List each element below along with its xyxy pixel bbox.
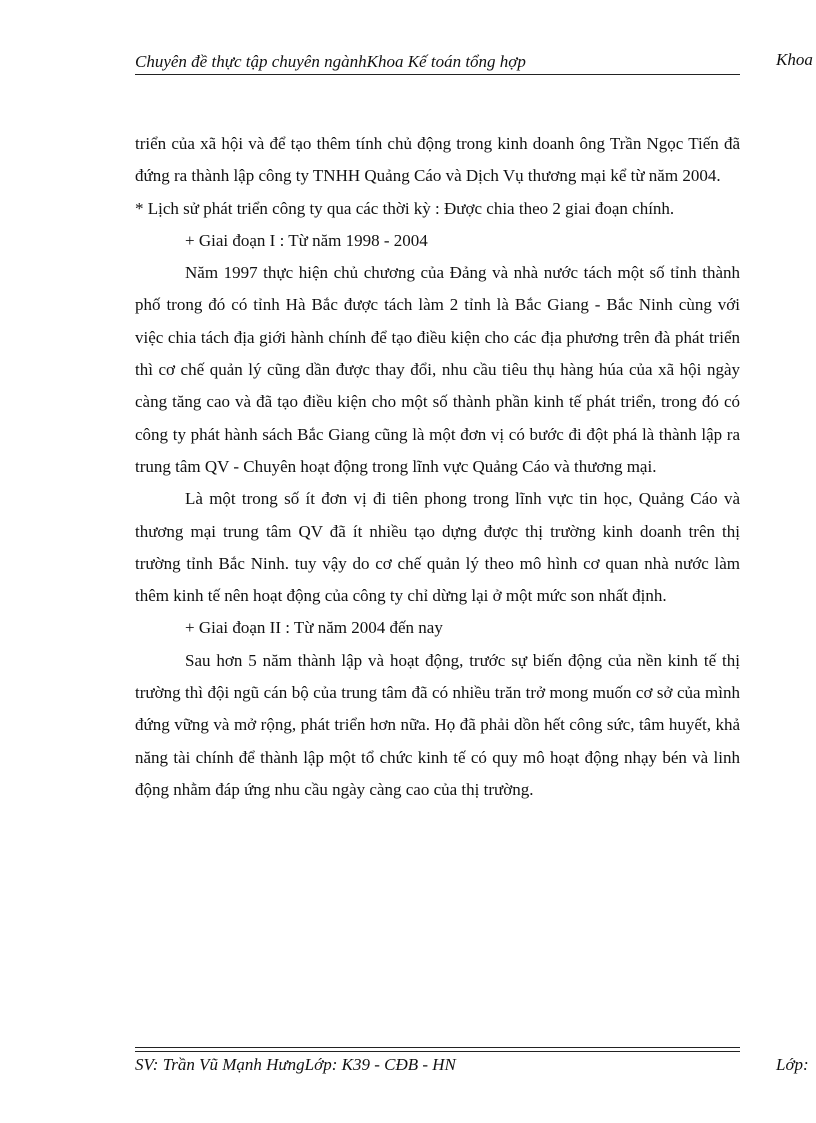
body-paragraph-4: Là một trong số ít đơn vị đi tiên phong trong lĩnh vực tin học, Quảng Cáo và thương mại trung tâm QV đã ít nhiều tạo dựng được thị trường kinh doanh trên thị trường tỉnh Bắc Ninh. tuy vậy do cơ chế quản lý theo mô hình cơ quan nhà nước làm thêm kinh tế nên hoạt động của công ty chỉ dừng lại ở một mức son nhất định. (135, 489, 740, 606)
footer-student-info: SV: Trần Vũ Mạnh HưngLớp: K39 - CĐB - HN (135, 1055, 456, 1074)
body-paragraph-2: * Lịch sử phát triển công ty qua các thời kỳ : Được chia theo 2 giai đoạn chính. (135, 198, 675, 218)
footer-right-text: Lớp: (776, 1055, 809, 1074)
page-header (135, 48, 740, 75)
body-paragraph-1: triển của xã hội và để tạo thêm tính chủ động trong kinh doanh ông Trần Ngọc Tiến đã đứng ra thành lập công ty TNHH Quảng Cáo và Dịch Vụ thương mại kể từ năm 2004. (135, 134, 740, 186)
body-paragraph-5: Sau hơn 5 năm thành lập và hoạt động, trước sự biến động của nền kinh tế thị trường thì đội ngũ cán bộ của trung tâm đã có nhiều trăn trở mong muốn cơ sở của mình đứng vững và mở rộng, phát triển hơn nữa. Họ đã phải dồn hết công sức, tâm huyết, khả năng tài chính để thành lập một tổ chức kinh tế có quy mô hoạt động nhạy bén và linh động nhằm đáp ứng nhu cầu ngày càng cao của thị trường. (135, 650, 740, 799)
body-paragraph-3: Năm 1997 thực hiện chủ chương của Đảng và nhà nước tách một số tỉnh thành phố trong đó có tỉnh Hà Bắc được tách làm 2 tỉnh là Bắc Giang - Bắc Ninh cùng với việc chia tách địa giới hành chính để tạo điều kiện cho các địa phương trên đà phát triển thì cơ chế quản lý cũng dần được thay đổi, nhu cầu tiêu thụ hàng húa của xã hội ngày càng tăng cao và đã tạo điều kiện cho một số thành phần kinh tế phát triển, trong đó có công ty phát hành sách Bắc Giang cũng là một đơn vị có bước đi đột phá là thành lập ra trung tâm QV - Chuyên hoạt động trong lĩnh vực Quảng Cáo và thương mại. (135, 263, 740, 476)
stage-2-heading: + Giai đoạn II : Từ năm 2004 đến nay (185, 618, 443, 638)
stage-1-heading: + Giai đoạn I : Từ năm 1998 - 2004 (185, 230, 428, 250)
page-body (135, 128, 740, 806)
header-title: Chuyên đề thực tập chuyên ngànhKhoa Kế toán tổng hợp (135, 52, 526, 71)
footer-divider (135, 1047, 740, 1052)
header-right-text: Khoa (776, 50, 813, 69)
